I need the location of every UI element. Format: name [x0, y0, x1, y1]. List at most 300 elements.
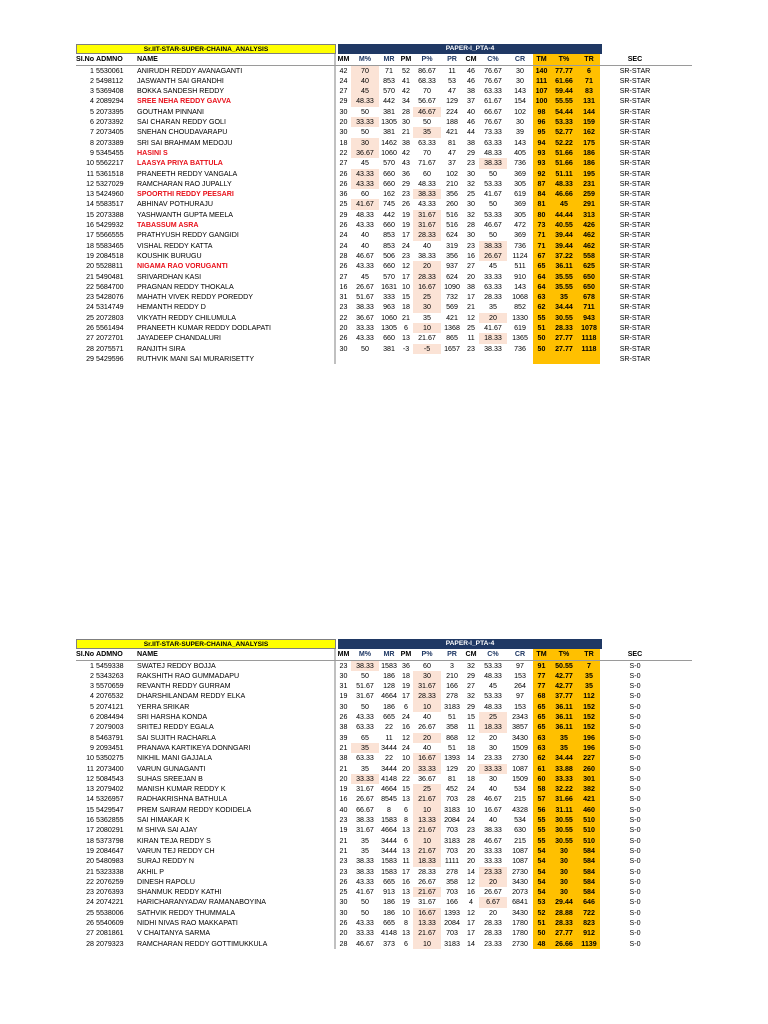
cell-cr: 3430	[512, 908, 528, 917]
table-row	[76, 251, 692, 261]
cell-sec: SR-STAR	[619, 190, 651, 199]
cell-mp: 50	[361, 898, 369, 907]
cell-cr: 1124	[512, 251, 528, 260]
cell-cm: 24	[467, 785, 475, 794]
cell-cp: 40	[489, 816, 497, 825]
cell-sno: 3	[90, 87, 94, 96]
cell-sec: S-0	[629, 702, 641, 711]
cell-tr: 159	[578, 117, 600, 127]
cell-tr: 152	[578, 712, 600, 722]
cell-mr: 1462	[381, 138, 397, 147]
cell-mr: 1583	[381, 816, 397, 825]
cell-tp: 30.55	[550, 836, 578, 846]
cell-name: VARUN TEJ REDDY CH	[137, 846, 215, 855]
cell-cr	[507, 354, 533, 364]
cell-mr: 1631	[381, 282, 397, 291]
spacer	[608, 44, 666, 54]
cell-sec: S-0	[629, 877, 641, 886]
cell-mr: 71	[385, 66, 393, 75]
cell-pr: 3183	[444, 805, 460, 814]
cell-name: TABASSUM ASRA	[137, 221, 199, 230]
cell-tm: 93	[533, 158, 550, 168]
cell-mp: 50	[361, 671, 369, 680]
cell-tm: 68	[533, 691, 550, 701]
cell-tp: 31.11	[550, 805, 578, 815]
cell-pr: 624	[446, 231, 458, 240]
column-header-row	[76, 54, 692, 65]
cell-mm: 21	[339, 743, 348, 752]
cell-mr: 1583	[381, 661, 397, 670]
cell-mp: 33.33	[356, 929, 374, 938]
cell-mm: 20	[339, 324, 348, 333]
cell-tm: 65	[533, 261, 550, 271]
cell-cr: 4328	[512, 805, 528, 814]
table-row	[76, 86, 692, 96]
cell-mp: 38.33	[351, 661, 379, 671]
cell-tr: 152	[578, 702, 600, 712]
cell-name: JAYADEEP CHANDALURI	[137, 334, 221, 343]
cell-tp: 27.77	[550, 344, 578, 354]
cell-cr: 736	[514, 344, 526, 353]
cell-pr	[441, 354, 463, 364]
cell-tr: 584	[578, 877, 600, 887]
table-row	[76, 66, 692, 76]
cell-name: SRI SAI BRAHMAM MEDOJU	[137, 138, 233, 147]
cell-mr: 186	[383, 898, 395, 907]
cell-mr: 373	[383, 939, 395, 948]
cell-sno: 2	[90, 671, 94, 680]
table-row	[76, 117, 692, 127]
cell-mm: 39	[339, 733, 348, 742]
cell-cp: 18.33	[479, 722, 507, 732]
cell-tm: 48	[533, 939, 550, 949]
cell-name: RUTHVIK MANI SAI MURARISETTY	[137, 354, 255, 363]
cell-tp: 37.77	[550, 691, 578, 701]
cell-pp: 30	[413, 671, 441, 681]
cell-sno: 5	[90, 107, 94, 116]
cell-pp: 10	[413, 939, 441, 949]
cell-tr: 71	[578, 76, 600, 86]
cell-tm: 98	[533, 107, 550, 117]
cell-sec: S-0	[629, 754, 641, 763]
cell-sno: 8	[90, 733, 94, 742]
cell-pr: 452	[446, 785, 458, 794]
cell-pr: 1368	[444, 324, 460, 333]
cell-pp: 21.67	[418, 334, 436, 343]
cell-pm: 10	[402, 754, 410, 763]
cell-tp: 36.11	[550, 261, 578, 271]
cell-cr: 305	[514, 179, 526, 188]
cell-tm: 84	[533, 189, 550, 199]
cell-cr: 39	[516, 128, 524, 137]
cell-tr: 650	[578, 282, 600, 292]
cell-mm	[336, 354, 351, 364]
cell-tp: 30.55	[550, 313, 578, 323]
cell-pr: 3	[450, 661, 454, 670]
cell-cm: 15	[467, 713, 475, 722]
cell-mm: 25	[339, 200, 348, 209]
cell-tm: 65	[533, 712, 550, 722]
cell-sno: 2	[90, 76, 94, 85]
cell-name: PRANEETH KUMAR REDDY DODLAPATI	[137, 324, 272, 333]
cell-pm: 6	[404, 836, 408, 845]
cell-cm: 11	[467, 334, 475, 343]
cell-name: SNEHAN CHOUDAVARAPU	[137, 128, 228, 137]
cell-admno: 2081861	[96, 929, 124, 938]
cell-pm: 17	[402, 867, 410, 876]
cell-tp: 51.11	[550, 169, 578, 179]
cell-pr: 3183	[444, 836, 460, 845]
cell-admno: 2073389	[96, 138, 124, 147]
cell-tp: 35.55	[550, 272, 578, 282]
cell-tm: 62	[533, 753, 550, 763]
cell-mm: 23	[339, 816, 348, 825]
cell-tr: 462	[578, 241, 600, 251]
cell-mm: 29	[339, 97, 348, 106]
cell-name: NIDHI NIVAS RAO MAKKAPATI	[137, 919, 238, 928]
cell-cm: 38	[467, 138, 475, 147]
cell-pp: 43.33	[418, 200, 436, 209]
cell-tp: 52.77	[550, 127, 578, 137]
cell-pm: 41	[402, 76, 410, 85]
cell-pm: 13	[402, 334, 410, 343]
cell-mm: 29	[339, 210, 348, 219]
cell-tm: 61	[533, 764, 550, 774]
header-admno: ADMNO	[96, 55, 123, 64]
cell-mm: 30	[339, 702, 348, 711]
paper-title: PAPER-I_PTA-4	[338, 639, 602, 649]
header-sno: SI.No	[76, 55, 95, 64]
cell-pr: 188	[446, 118, 458, 127]
cell-admno: 5429547	[96, 805, 124, 814]
cell-mr: 381	[383, 107, 395, 116]
cell-mr: 665	[383, 877, 395, 886]
cell-sno: 17	[86, 231, 94, 240]
cell-mm: 31	[339, 682, 348, 691]
cell-pr: 358	[446, 877, 458, 886]
cell-pr: 3183	[444, 939, 460, 948]
cell-pp: 25	[413, 784, 441, 794]
table-row	[76, 671, 692, 681]
table-title-row	[76, 44, 692, 54]
cell-tr: 83	[578, 86, 600, 96]
table-row	[76, 918, 692, 928]
cell-mr: 665	[383, 919, 395, 928]
cell-sno: 7	[90, 723, 94, 732]
table-title-row	[76, 639, 692, 649]
cell-pm: 13	[402, 826, 410, 835]
cell-mp: 48.33	[351, 96, 379, 106]
header-mp: M%	[358, 650, 372, 659]
cell-tr	[578, 354, 600, 364]
cell-sno: 25	[86, 908, 94, 917]
cell-pm: 43	[402, 159, 410, 168]
cell-cp: 48.33	[484, 148, 502, 157]
cell-cm: 14	[467, 939, 475, 948]
cell-mp: 41.67	[356, 888, 374, 897]
cell-pm: 10	[402, 908, 410, 917]
cell-cm: 17	[467, 919, 475, 928]
cell-mm: 30	[339, 898, 348, 907]
table-row	[76, 753, 692, 763]
cell-cm: 23	[467, 826, 475, 835]
cell-admno: 5314749	[96, 303, 124, 312]
cell-cr: 1509	[512, 774, 528, 783]
cell-cp: 23.33	[484, 939, 502, 948]
cell-mm: 19	[339, 785, 348, 794]
cell-sec: S-0	[629, 826, 641, 835]
cell-tm: 52	[533, 908, 550, 918]
cell-mr: 660	[383, 179, 395, 188]
cell-tr: 584	[578, 846, 600, 856]
cell-tr: 584	[578, 887, 600, 897]
cell-sno: 23	[86, 888, 94, 897]
cell-tr: 510	[578, 825, 600, 835]
cell-pm: 15	[402, 293, 410, 302]
cell-pm: 24	[402, 241, 410, 250]
cell-tr: 196	[578, 743, 600, 753]
table-row	[76, 282, 692, 292]
cell-tm: 55	[533, 815, 550, 825]
cell-pr: 865	[446, 334, 458, 343]
cell-pr: 11	[448, 66, 456, 75]
cell-sno: 18	[86, 836, 94, 845]
cell-pp: 10	[413, 805, 441, 815]
cell-admno: 5429932	[96, 221, 124, 230]
cell-tm: 94	[533, 138, 550, 148]
cell-sec: SR-STAR	[619, 293, 651, 302]
cell-tr: 711	[578, 302, 600, 312]
cell-sec: S-0	[629, 929, 641, 938]
cell-pr: 356	[446, 190, 458, 199]
cell-pr: 319	[446, 241, 458, 250]
cell-pm: 42	[402, 148, 410, 157]
cell-sno: 12	[86, 774, 94, 783]
cell-tm: 54	[533, 867, 550, 877]
cell-sec: SR-STAR	[619, 66, 651, 75]
header-tp: T%	[550, 54, 578, 64]
cell-sec: S-0	[629, 713, 641, 722]
cell-pm: 20	[402, 764, 410, 773]
cell-mp: 35	[351, 743, 379, 753]
cell-cp: 18.33	[479, 333, 507, 343]
cell-pr: 53	[448, 76, 456, 85]
table-row	[76, 897, 692, 907]
cell-pr: 703	[446, 795, 458, 804]
cell-tp: 35.55	[550, 282, 578, 292]
cell-pp: 21.67	[413, 794, 441, 804]
cell-tr: 460	[578, 805, 600, 815]
cell-admno: 5323338	[96, 867, 124, 876]
cell-sec: S-0	[629, 888, 641, 897]
cell-sec: S-0	[629, 723, 641, 732]
table-row	[76, 908, 692, 918]
cell-tp: 33.88	[550, 764, 578, 774]
cell-tm: 67	[533, 251, 550, 261]
cell-mp: 35	[361, 836, 369, 845]
cell-admno: 5459338	[96, 661, 124, 670]
cell-cm: 37	[467, 97, 475, 106]
cell-cm: 14	[467, 867, 475, 876]
cell-sec: SR-STAR	[619, 97, 651, 106]
cell-sec: S-0	[629, 939, 641, 948]
cell-name: V CHAITANYA SARMA	[137, 929, 211, 938]
cell-pr: 937	[446, 262, 458, 271]
cell-pr: 703	[446, 888, 458, 897]
cell-pr: 2084	[444, 816, 460, 825]
cell-mr: 853	[383, 241, 395, 250]
cell-name: RAKSHITH RAO GUMMADAPU	[137, 671, 240, 680]
cell-admno: 2093451	[96, 743, 124, 752]
cell-sno: 6	[90, 713, 94, 722]
cell-mp	[351, 354, 379, 364]
cell-tm: 64	[533, 282, 550, 292]
cell-cr: 472	[514, 221, 526, 230]
cell-cr: 405	[514, 148, 526, 157]
cell-sec: SR-STAR	[619, 334, 651, 343]
cell-tr: 6	[578, 66, 600, 76]
cell-tp: 30	[550, 877, 578, 887]
cell-mr: 506	[383, 251, 395, 260]
cell-tp: 34.44	[550, 753, 578, 763]
cell-pp: 20	[413, 733, 441, 743]
cell-mp: 50	[361, 702, 369, 711]
cell-pm: 28	[402, 107, 410, 116]
cell-sec: S-0	[629, 898, 641, 907]
cell-admno: 2073400	[96, 764, 124, 773]
cell-tp: 36.11	[550, 722, 578, 732]
cell-sno: 21	[86, 867, 94, 876]
cell-cr: 1780	[512, 919, 528, 928]
cell-tm: 53	[533, 897, 550, 907]
cell-pr: 421	[446, 313, 458, 322]
header-mm: MM	[337, 650, 350, 659]
cell-pr: 37	[448, 159, 456, 168]
cell-mr: 1060	[381, 313, 397, 322]
cell-sno: 8	[90, 138, 94, 147]
cell-cp: 53.33	[484, 661, 502, 670]
cell-cm: 20	[467, 764, 475, 773]
cell-cm: 46	[467, 118, 475, 127]
cell-admno: 2073388	[96, 210, 124, 219]
cell-tp: 36.11	[550, 712, 578, 722]
cell-sno: 9	[90, 743, 94, 752]
cell-pm: 12	[402, 733, 410, 742]
cell-mm: 30	[339, 128, 348, 137]
cell-tr: 678	[578, 292, 600, 302]
cell-admno: 5561494	[96, 324, 124, 333]
cell-sec: SR-STAR	[619, 231, 651, 240]
cell-mm: 27	[339, 159, 348, 168]
cell-cr: 30	[516, 76, 524, 85]
cell-pm: 13	[402, 846, 410, 855]
cell-cp	[479, 354, 507, 364]
cell-cm: 46	[467, 66, 475, 75]
cell-tp: 37.22	[550, 251, 578, 261]
cell-mp: 33.33	[351, 774, 379, 784]
cell-sno: 19	[86, 846, 94, 855]
cell-tm: 54	[533, 877, 550, 887]
cell-sno: 19	[86, 251, 94, 260]
header-pm: PM	[400, 55, 412, 64]
cell-cm: 10	[467, 805, 475, 814]
cell-mp: 45	[361, 159, 369, 168]
cell-tp: 29.44	[550, 897, 578, 907]
cell-cm: 28	[467, 836, 475, 845]
cell-tp: 34.44	[550, 302, 578, 312]
cell-tp: 53.33	[550, 117, 578, 127]
table-row	[76, 292, 692, 302]
cell-sno: 4	[90, 692, 94, 701]
cell-pp: 60	[423, 169, 431, 178]
cell-pr: 421	[446, 128, 458, 137]
cell-tp: 28.33	[550, 918, 578, 928]
cell-name: DHARSHILANDAM REDDY ELKA	[137, 692, 246, 701]
cell-tm: 63	[533, 743, 550, 753]
cell-mp: 40	[361, 241, 369, 250]
cell-mr: 853	[383, 231, 395, 240]
cell-tr: 231	[578, 179, 600, 189]
cell-pr: 1393	[444, 754, 460, 763]
cell-mp: 35	[361, 846, 369, 855]
cell-tr: 162	[578, 127, 600, 137]
cell-cm: 32	[467, 692, 475, 701]
cell-cr: 1365	[512, 334, 528, 343]
cell-name: NIGAMA RAO VORUGANTI	[137, 262, 228, 271]
cell-tr: 650	[578, 272, 600, 282]
cell-name: RAMCHARAN RAO JUPALLY	[137, 179, 232, 188]
cell-mp: 50	[361, 908, 369, 917]
table-row	[76, 127, 692, 137]
cell-admno: 2076259	[96, 877, 124, 886]
cell-pp: 10	[413, 702, 441, 712]
table-row	[76, 681, 692, 691]
table-row	[76, 169, 692, 179]
cell-pm: 6	[404, 324, 408, 333]
cell-admno: 2076393	[96, 888, 124, 897]
cell-sec: S-0	[629, 764, 641, 773]
cell-tr: 943	[578, 313, 600, 323]
cell-pp	[413, 354, 441, 364]
cell-cr: 154	[514, 97, 526, 106]
cell-tm: 73	[533, 220, 550, 230]
cell-mm: 22	[339, 313, 348, 322]
cell-mm: 21	[339, 764, 348, 773]
cell-tm: 62	[533, 302, 550, 312]
cell-pr: 81	[448, 774, 456, 783]
header-cm: CM	[465, 55, 477, 64]
cell-mp: 43.33	[356, 262, 374, 271]
cell-pp: 35	[423, 313, 431, 322]
cell-mm: 26	[339, 877, 348, 886]
cell-cr: 736	[514, 241, 526, 250]
cell-cr: 102	[514, 107, 526, 116]
cell-cp: 73.33	[484, 128, 502, 137]
cell-mp: 45	[361, 272, 369, 281]
cell-sno: 26	[86, 919, 94, 928]
cell-cp: 20	[479, 313, 507, 323]
cell-pr: 51	[448, 713, 456, 722]
cell-tr: 112	[578, 691, 600, 701]
cell-mp: 38.33	[356, 867, 374, 876]
cell-cr: 3430	[512, 877, 528, 886]
cell-cr: 1087	[512, 846, 528, 855]
cell-admno: 2072803	[96, 313, 124, 322]
cell-mr: 3444	[381, 743, 397, 752]
cell-cm: 17	[467, 929, 475, 938]
cell-sno: 27	[86, 929, 94, 938]
cell-pp: 68.33	[418, 76, 436, 85]
